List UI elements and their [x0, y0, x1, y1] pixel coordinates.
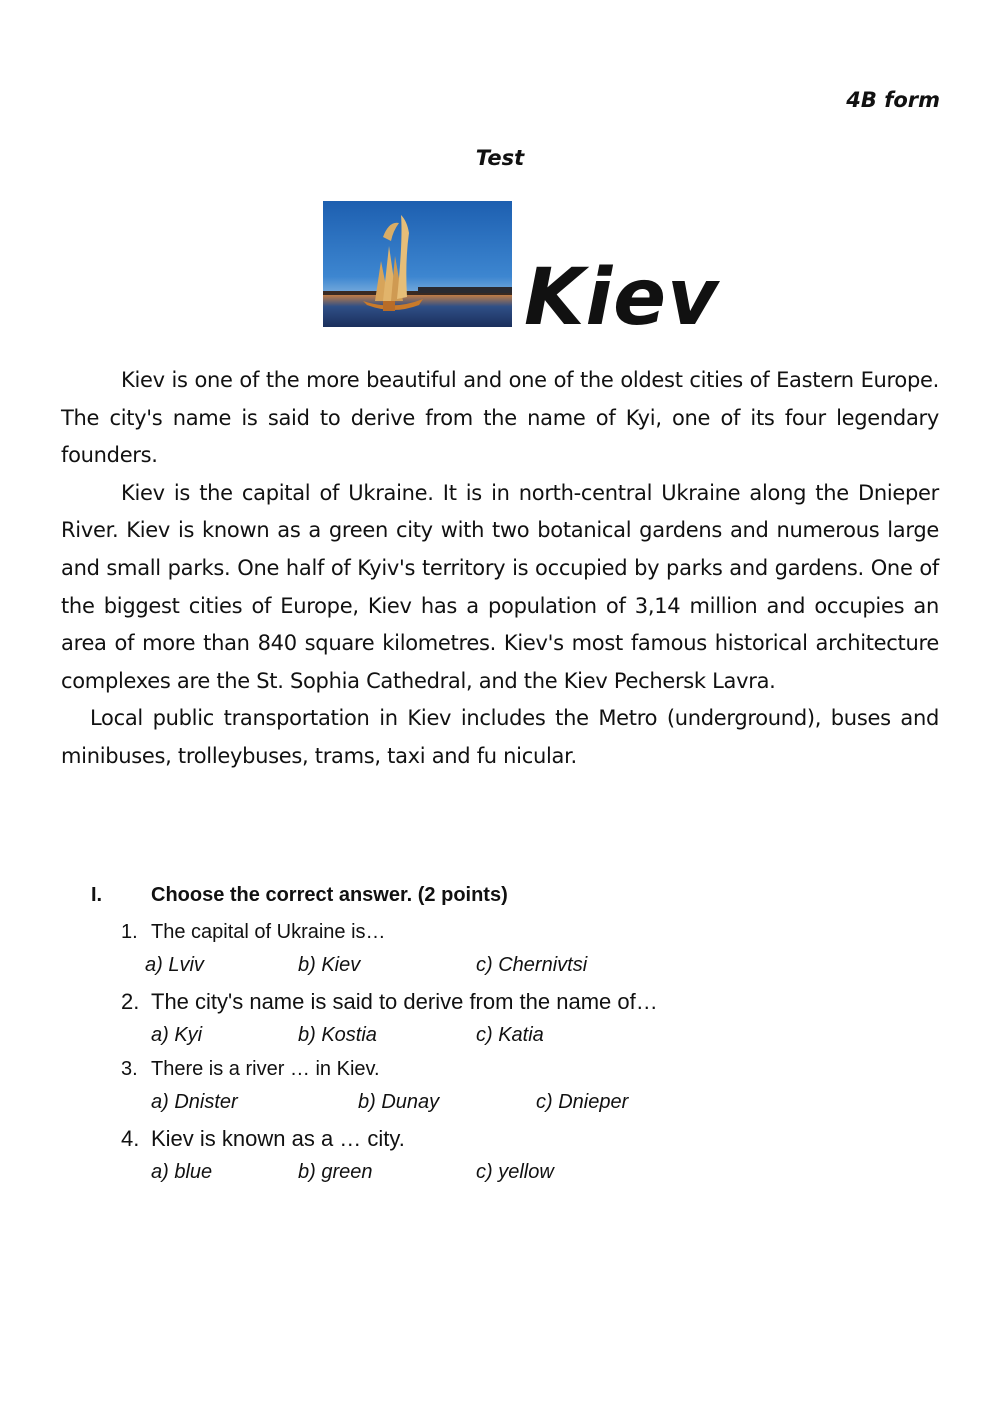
answer-option[interactable]: a) Kyi	[151, 1024, 203, 1046]
answer-option[interactable]: c) yellow	[476, 1161, 554, 1183]
answer-option[interactable]: c) Chernivtsi	[476, 954, 588, 976]
passage-paragraph: Kiev is one of the more beautiful and one of the oldest cities of Eastern Europe. The city's name is said to derive from the name of Kyi, one of its four legendary founders.	[61, 368, 939, 468]
answer-option[interactable]: c) Dnieper	[536, 1091, 629, 1113]
question-text: There is a river … in Kiev.	[151, 1058, 380, 1080]
question-4	[121, 1126, 405, 1152]
question-text: The capital of Ukraine is…	[151, 921, 386, 943]
question-3	[121, 1058, 380, 1081]
form-label: 4B form	[846, 88, 940, 112]
question-number: 4.	[121, 1126, 140, 1151]
exercise-heading	[91, 884, 508, 907]
question-text: Kiev is known as a … city.	[151, 1126, 405, 1151]
answer-option[interactable]: b) green	[298, 1161, 373, 1183]
answer-option[interactable]: b) Kostia	[298, 1024, 377, 1046]
exercise-instruction: Choose the correct answer. (2 points)	[151, 884, 508, 906]
question-text: The city's name is said to derive from the name of…	[151, 989, 658, 1014]
question-2	[121, 989, 658, 1015]
answer-option[interactable]: a) Lviv	[145, 954, 204, 976]
test-label: Test	[475, 146, 525, 170]
answer-option[interactable]: a) blue	[151, 1161, 213, 1183]
question-1	[121, 921, 386, 944]
page-title: Kiev	[524, 253, 719, 343]
passage-paragraph: Kiev is the capital of Ukraine. It is in north-central Ukraine along the Dnieper River. Kiev is known as a green city with two botanical gardens and numerous large and small parks. One half of Kyiv's territory is occupied by parks and gardens. One of the biggest cities of Europe, Kiev has a population of 3,14 million and occupies an area of more than 840 square kilometres. Kiev's most famous historical architecture complexes are the St. Sophia Cathedral, and the Kiev Pechersk Lavra.	[61, 480, 939, 693]
exercise-number: I.	[91, 884, 103, 906]
answer-option[interactable]: c) Katia	[476, 1024, 544, 1046]
answer-option[interactable]: b) Kiev	[298, 954, 361, 976]
kiev-monument-photo	[323, 201, 512, 327]
question-number: 3.	[121, 1058, 138, 1080]
question-number: 2.	[121, 989, 140, 1014]
passage-paragraph: Local public transportation in Kiev includes the Metro (underground), buses and minibuses, trolleybuses, trams, taxi and fu nicular.	[61, 706, 939, 768]
question-number: 1.	[121, 921, 138, 943]
answer-option[interactable]: b) Dunay	[358, 1091, 440, 1113]
reading-passage	[61, 362, 939, 776]
answer-option[interactable]: a) Dnister	[151, 1091, 238, 1113]
